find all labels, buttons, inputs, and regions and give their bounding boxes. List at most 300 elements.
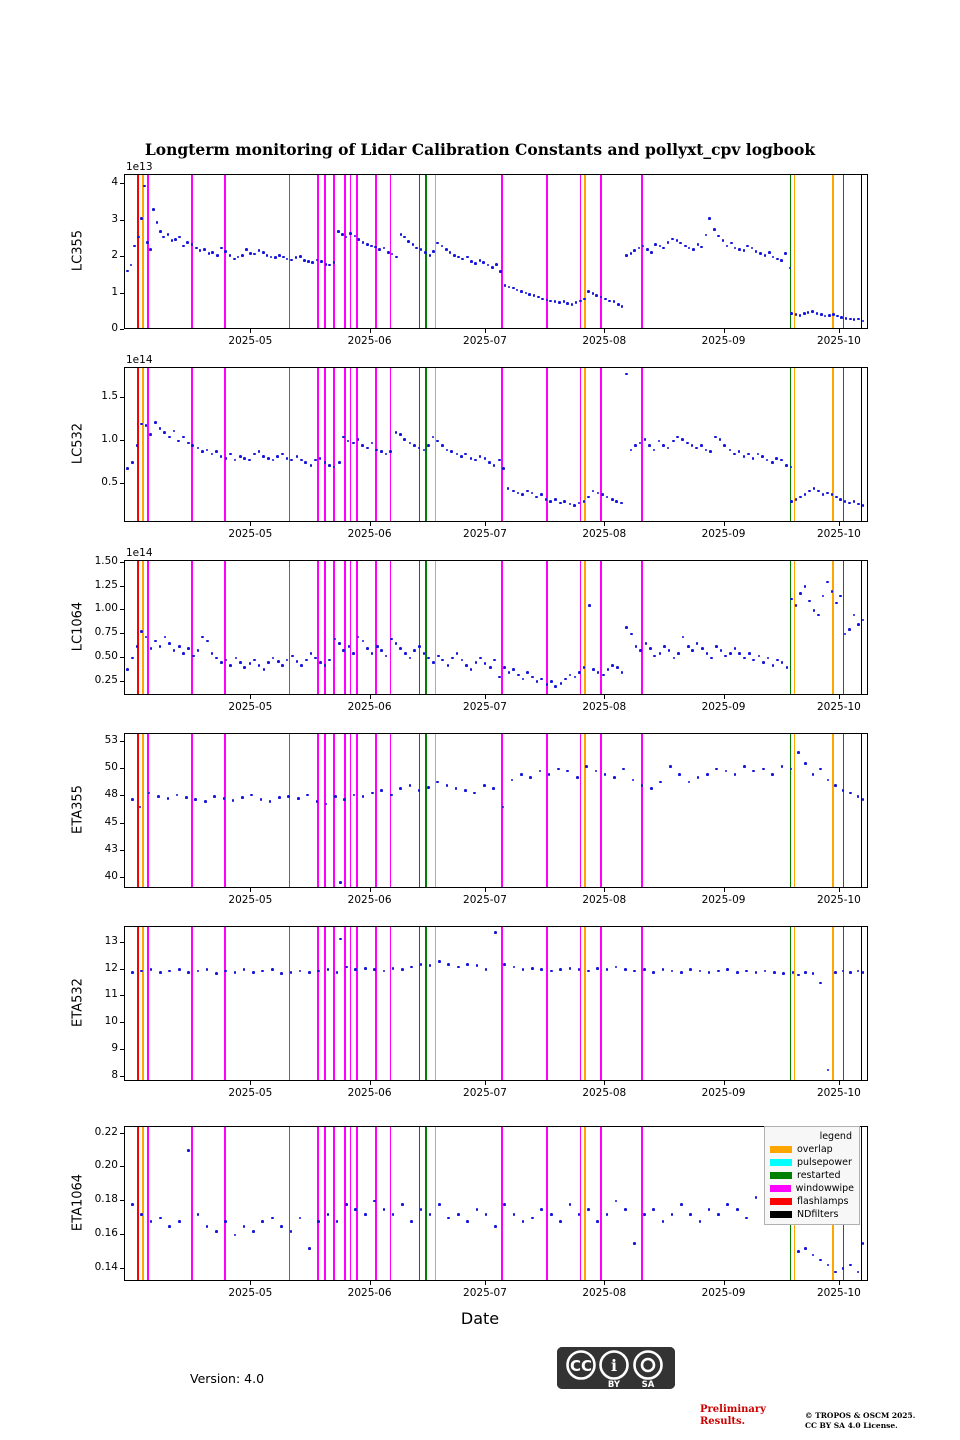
event-line-windowwipe [344, 734, 346, 887]
data-point [799, 592, 802, 595]
event-line-restarted [843, 368, 845, 521]
data-point [525, 292, 528, 295]
data-point [684, 245, 687, 248]
data-point [526, 671, 529, 674]
data-point [150, 968, 153, 971]
data-point [250, 794, 253, 797]
x-tick-label: 2025-07 [463, 701, 507, 713]
data-point [709, 450, 712, 453]
legend-item-overlap [770, 1143, 854, 1156]
data-point [229, 453, 232, 456]
data-point [730, 242, 733, 245]
x-tick-mark [604, 1281, 605, 1285]
data-point [652, 971, 655, 974]
data-point [853, 500, 856, 503]
data-point [697, 776, 700, 779]
event-line-restarted [790, 368, 792, 521]
data-point [410, 1220, 413, 1223]
event-line-NDfilters [861, 561, 863, 694]
data-point [361, 444, 364, 447]
event-line-windowwipe [324, 734, 326, 887]
y-tick-mark [120, 633, 124, 634]
data-point [755, 250, 758, 253]
event-line-restarted [790, 175, 792, 328]
event-line-overlap [584, 927, 586, 1080]
x-tick-mark [604, 888, 605, 892]
data-point [168, 642, 171, 645]
data-point [191, 444, 194, 447]
x-tick-label: 2025-06 [347, 528, 392, 540]
data-point [634, 444, 637, 447]
data-point [784, 252, 787, 255]
data-point [345, 966, 348, 969]
data-point [185, 796, 188, 799]
data-point [399, 647, 402, 650]
data-point [243, 666, 246, 669]
data-point [717, 1213, 720, 1216]
data-point [606, 968, 609, 971]
data-point [483, 784, 486, 787]
y-tick-mark [120, 657, 124, 658]
data-point [300, 459, 303, 462]
event-line-overlap [142, 1127, 144, 1280]
data-point [708, 971, 711, 974]
legend-item-pulsepower [770, 1156, 854, 1169]
data-point [633, 249, 636, 252]
event-line-windowwipe [641, 175, 643, 328]
data-point [521, 493, 524, 496]
data-point [797, 751, 800, 754]
data-point [705, 449, 708, 452]
event-line-overlap [794, 561, 796, 694]
data-point [695, 447, 698, 450]
data-point [745, 1217, 748, 1220]
legend-swatch-windowwipe [770, 1185, 791, 1192]
x-tick-mark [839, 695, 840, 699]
data-point [862, 504, 865, 507]
data-point [782, 972, 785, 975]
data-point [488, 461, 491, 464]
data-point [857, 318, 860, 321]
data-point [550, 680, 553, 683]
event-line-windowwipe [546, 561, 548, 694]
x-tick-label: 2025-05 [228, 894, 273, 906]
y-tick-mark [120, 1133, 124, 1134]
y-tick-label: 0.20 [94, 1159, 118, 1172]
data-point [492, 787, 495, 790]
event-line-windowwipe [546, 734, 548, 887]
y-tick-label: 0.18 [94, 1193, 118, 1206]
data-point [862, 798, 865, 801]
data-point [804, 1247, 807, 1250]
data-point [403, 438, 406, 441]
data-point [549, 300, 552, 303]
legend-label: windowwipe [795, 1183, 854, 1194]
event-line-windowwipe [501, 927, 503, 1080]
data-point [215, 972, 218, 975]
data-point [441, 659, 444, 662]
data-point [243, 457, 246, 460]
data-point [343, 798, 346, 801]
data-point [679, 242, 682, 245]
data-point [354, 968, 357, 971]
data-point [328, 659, 331, 662]
data-point [338, 642, 341, 645]
data-point [252, 1230, 255, 1233]
data-point [445, 248, 448, 251]
data-point [632, 779, 635, 782]
y-tick-mark [120, 220, 124, 221]
data-point [133, 245, 136, 248]
data-point [578, 968, 581, 971]
y-axis-exponent: 1e13 [126, 161, 153, 173]
data-point [487, 264, 490, 267]
data-point [159, 427, 162, 430]
data-point [780, 459, 783, 462]
event-line-windowwipe [641, 734, 643, 887]
y-tick-mark [120, 397, 124, 398]
data-point [797, 974, 800, 977]
data-point [395, 256, 398, 259]
data-point [168, 970, 171, 973]
data-point [464, 453, 467, 456]
event-line-restarted [790, 734, 792, 887]
data-point [223, 797, 226, 800]
data-point [539, 770, 542, 773]
data-point [700, 246, 703, 249]
data-point [836, 315, 839, 318]
data-point [569, 674, 572, 677]
data-point [845, 317, 848, 320]
data-point [328, 264, 331, 267]
event-line-overlap [435, 175, 437, 328]
event-line-restarted [419, 561, 421, 694]
x-tick-label: 2025-10 [816, 528, 861, 540]
data-point [336, 1220, 339, 1223]
data-point [195, 247, 198, 250]
data-point [429, 964, 432, 967]
data-point [451, 657, 454, 660]
data-point [407, 240, 410, 243]
data-point [130, 264, 133, 267]
event-line-overlap [584, 175, 586, 328]
data-point [654, 243, 657, 246]
data-point [373, 968, 376, 971]
data-point [177, 440, 180, 443]
data-point [504, 284, 507, 287]
event-line-windowwipe [641, 927, 643, 1080]
data-point [648, 444, 651, 447]
data-point [540, 968, 543, 971]
data-point [604, 298, 607, 301]
data-point [234, 971, 237, 974]
data-point [659, 652, 662, 655]
data-point [613, 300, 616, 303]
data-point [403, 236, 406, 239]
data-point [126, 270, 129, 273]
data-point [187, 647, 190, 650]
y-tick-mark [120, 795, 124, 796]
data-point [276, 455, 279, 458]
event-line-windowwipe [580, 734, 582, 887]
data-point [667, 447, 670, 450]
data-point [596, 967, 599, 970]
data-point [380, 649, 383, 652]
data-point [187, 442, 190, 445]
y-tick-label: 43 [104, 842, 118, 855]
data-point [688, 781, 691, 784]
y-tick-mark [120, 1049, 124, 1050]
data-point [606, 1213, 609, 1216]
x-tick-mark [485, 1281, 486, 1285]
x-tick-label: 2025-09 [701, 1087, 746, 1099]
data-point [678, 773, 681, 776]
x-tick-label: 2025-05 [228, 701, 273, 713]
data-point [729, 652, 732, 655]
data-point [341, 233, 344, 236]
event-line-windowwipe [344, 927, 346, 1080]
data-point [237, 256, 240, 259]
data-point [772, 664, 775, 667]
x-tick-mark [839, 522, 840, 526]
data-point [834, 971, 837, 974]
data-point [752, 457, 755, 460]
event-line-windowwipe [580, 175, 582, 328]
event-line-windowwipe [224, 734, 226, 887]
data-point [310, 464, 313, 467]
data-point [764, 970, 767, 973]
data-point [150, 1220, 153, 1223]
event-line-restarted [425, 734, 427, 887]
data-point [167, 233, 170, 236]
data-point [296, 660, 299, 663]
data-point [484, 457, 487, 460]
data-point [337, 230, 340, 233]
data-point [804, 762, 807, 765]
event-line-windowwipe [191, 175, 193, 328]
data-point [862, 320, 865, 323]
data-point [639, 649, 642, 652]
data-point [714, 436, 717, 439]
event-line-windowwipe [375, 734, 377, 887]
data-point [578, 671, 581, 674]
event-line-windowwipe [600, 927, 602, 1080]
event-line-windowwipe [344, 368, 346, 521]
data-point [548, 773, 551, 776]
data-point [366, 447, 369, 450]
data-point [691, 649, 694, 652]
data-point [533, 294, 536, 297]
data-point [253, 453, 256, 456]
data-point [457, 966, 460, 969]
data-point [470, 260, 473, 263]
data-point [327, 968, 330, 971]
data-point [233, 258, 236, 261]
data-point [680, 1203, 683, 1206]
data-point [470, 668, 473, 671]
data-point [447, 664, 450, 667]
data-point [726, 245, 729, 248]
data-point [512, 287, 515, 290]
data-point [799, 314, 802, 317]
event-line-windowwipe [344, 561, 346, 694]
event-line-windowwipe [350, 734, 352, 887]
x-tick-label: 2025-06 [347, 1287, 392, 1299]
data-point [201, 636, 204, 639]
event-line-restarted [419, 175, 421, 328]
data-point [771, 773, 774, 776]
data-point [808, 490, 811, 493]
event-line-windowwipe [289, 734, 291, 887]
event-line-windowwipe [333, 368, 335, 521]
event-line-windowwipe [224, 368, 226, 521]
data-point [625, 373, 628, 376]
data-point [708, 1208, 711, 1211]
y-tick-label: 8 [111, 1068, 118, 1081]
data-point [713, 228, 716, 231]
data-point [557, 768, 560, 771]
data-point [644, 438, 647, 441]
data-point [308, 971, 311, 974]
data-point [252, 971, 255, 974]
data-point [197, 447, 200, 450]
plot-area [125, 927, 867, 1080]
data-point [761, 455, 764, 458]
data-point [229, 254, 232, 257]
data-point [140, 1213, 143, 1216]
data-point [819, 768, 822, 771]
data-point [220, 661, 223, 664]
legend [764, 1126, 860, 1225]
data-point [173, 649, 176, 652]
y-tick-label: 0.5 [101, 476, 118, 489]
x-tick-label: 2025-08 [582, 528, 627, 540]
data-point [319, 457, 322, 460]
data-point [253, 253, 256, 256]
data-point [849, 318, 852, 321]
event-line-NDfilters [861, 734, 863, 887]
data-point [319, 661, 322, 664]
data-point [345, 1203, 348, 1206]
data-point [378, 248, 381, 251]
x-tick-mark [724, 695, 725, 699]
data-point [839, 595, 842, 598]
data-point [187, 971, 190, 974]
data-point [171, 239, 174, 242]
data-point [314, 657, 317, 660]
data-point [689, 1213, 692, 1216]
data-point [149, 248, 152, 251]
plot-area [125, 368, 867, 521]
x-tick-label: 2025-10 [816, 335, 861, 347]
data-point [272, 657, 275, 660]
data-point [370, 245, 373, 248]
data-point [208, 252, 211, 255]
data-point [638, 247, 641, 250]
x-tick-mark [370, 888, 371, 892]
data-point [587, 290, 590, 293]
data-point [662, 444, 665, 447]
data-point [197, 649, 200, 652]
data-point [167, 797, 170, 800]
data-point [261, 1220, 264, 1223]
data-point [401, 968, 404, 971]
data-point [687, 645, 690, 648]
y-tick-label: 0.14 [94, 1260, 118, 1273]
data-point [470, 457, 473, 460]
data-point [420, 963, 423, 966]
data-point [743, 657, 746, 660]
data-point [429, 1213, 432, 1216]
data-point [625, 254, 628, 257]
data-point [691, 444, 694, 447]
legend-label: NDfilters [797, 1209, 839, 1220]
data-point [263, 668, 266, 671]
data-point [520, 290, 523, 293]
event-line-restarted [843, 734, 845, 887]
data-point [334, 795, 337, 798]
data-point [554, 498, 557, 501]
x-tick-label: 2025-10 [816, 1287, 861, 1299]
y-tick-mark [120, 1200, 124, 1201]
data-point [804, 585, 807, 588]
data-point [362, 640, 365, 643]
data-point [441, 444, 444, 447]
event-line-windowwipe [324, 561, 326, 694]
data-point [738, 450, 741, 453]
data-point [776, 258, 779, 261]
data-point [173, 430, 176, 433]
y-tick-mark [120, 440, 124, 441]
data-point [839, 498, 842, 501]
event-line-windowwipe [600, 175, 602, 328]
data-point [676, 239, 679, 242]
x-tick-label: 2025-06 [347, 701, 392, 713]
data-point [733, 453, 736, 456]
data-point [842, 1267, 845, 1270]
data-point [573, 504, 576, 507]
data-point [267, 661, 270, 664]
data-point [401, 1203, 404, 1206]
data-point [734, 647, 737, 650]
legend-item-NDfilters [770, 1208, 854, 1221]
event-line-overlap [435, 734, 437, 887]
event-line-windowwipe [324, 368, 326, 521]
event-line-windowwipe [641, 1127, 643, 1280]
data-point [484, 662, 487, 665]
data-point [662, 247, 665, 250]
data-point [290, 259, 293, 262]
legend-swatch-overlap [770, 1146, 792, 1153]
copyright-line-2: CC BY SA 4.0 License. [805, 1420, 898, 1430]
data-point [689, 968, 692, 971]
data-point [630, 449, 633, 452]
x-tick-label: 2025-05 [228, 335, 273, 347]
data-point [522, 678, 525, 681]
x-tick-mark [724, 329, 725, 333]
data-point [400, 233, 403, 236]
event-line-flashlamps [137, 927, 139, 1080]
event-line-flashlamps [137, 175, 139, 328]
data-point [508, 286, 511, 289]
data-point [339, 938, 342, 941]
data-point [616, 666, 619, 669]
event-line-restarted [419, 1127, 421, 1280]
data-point [447, 1217, 450, 1220]
event-line-windowwipe [356, 734, 358, 887]
data-point [611, 664, 614, 667]
x-tick-mark [604, 522, 605, 526]
